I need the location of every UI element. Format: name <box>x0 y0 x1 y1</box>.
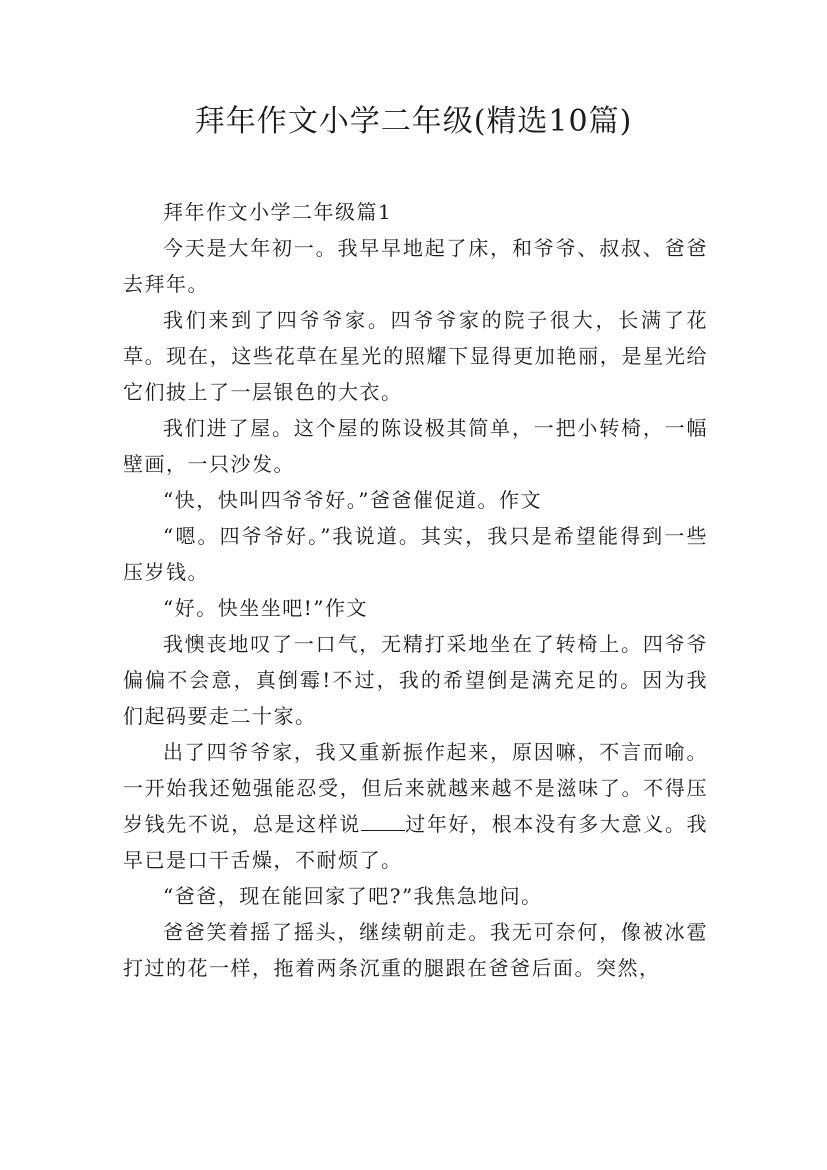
document-title: 拜年作文小学二年级(精选10篇) <box>194 104 633 139</box>
paragraph-1: 今天是大年初一。我早早地起了床，和爷爷、叔叔、爸爸去拜年。 <box>123 236 708 296</box>
paragraph-2: 我们来到了四爷爷家。四爷爷家的院子很大，长满了花草。现在，这些花草在星光的照耀下显得更加艳丽，是星光给它们披上了一层银色的大衣。 <box>123 308 708 404</box>
paragraph-8-text-before-blank: 出了四爷爷家，我又重新振作起来，原因嘛，不言而喻。一开始我还勉强能忍受，但后来就越来越不是滋味了。不得压岁钱先不说，总是这样说 <box>123 740 708 836</box>
paragraph-4: “快，快叫四爷爷好。”爸爸催促道。作文 <box>163 488 542 512</box>
fill-in-blank-line <box>361 810 405 831</box>
paragraph-6: “好。快坐坐吧!”作文 <box>163 596 368 620</box>
paragraph-9: “爸爸，现在能回家了吧?”我焦急地问。 <box>163 884 543 908</box>
paragraph-8-text-after-blank: 过年好，根本没有多大意义。我早已是口干舌燥，不耐烦了。 <box>123 812 709 872</box>
paragraph-3: 我们进了屋。这个屋的陈设极其简单，一把小转椅，一幅壁画，一只沙发。 <box>123 416 708 476</box>
paragraph-5: “嗯。四爷爷好。”我说道。其实，我只是希望能得到一些压岁钱。 <box>123 524 708 584</box>
section-heading: 拜年作文小学二年级篇1 <box>163 200 393 224</box>
paragraph-8 <box>123 734 708 878</box>
paragraph-7: 我懊丧地叹了一口气，无精打采地坐在了转椅上。四爷爷偏偏不会意，真倒霉!不过，我的希望倒是满充足的。因为我们起码要走二十家。 <box>123 632 708 728</box>
document-body <box>123 194 708 986</box>
paragraph-10: 爸爸笑着摇了摇头，继续朝前走。我无可奈何，像被冰雹打过的花一样，拖着两条沉重的腿跟在爸爸后面。突然， <box>123 920 708 980</box>
